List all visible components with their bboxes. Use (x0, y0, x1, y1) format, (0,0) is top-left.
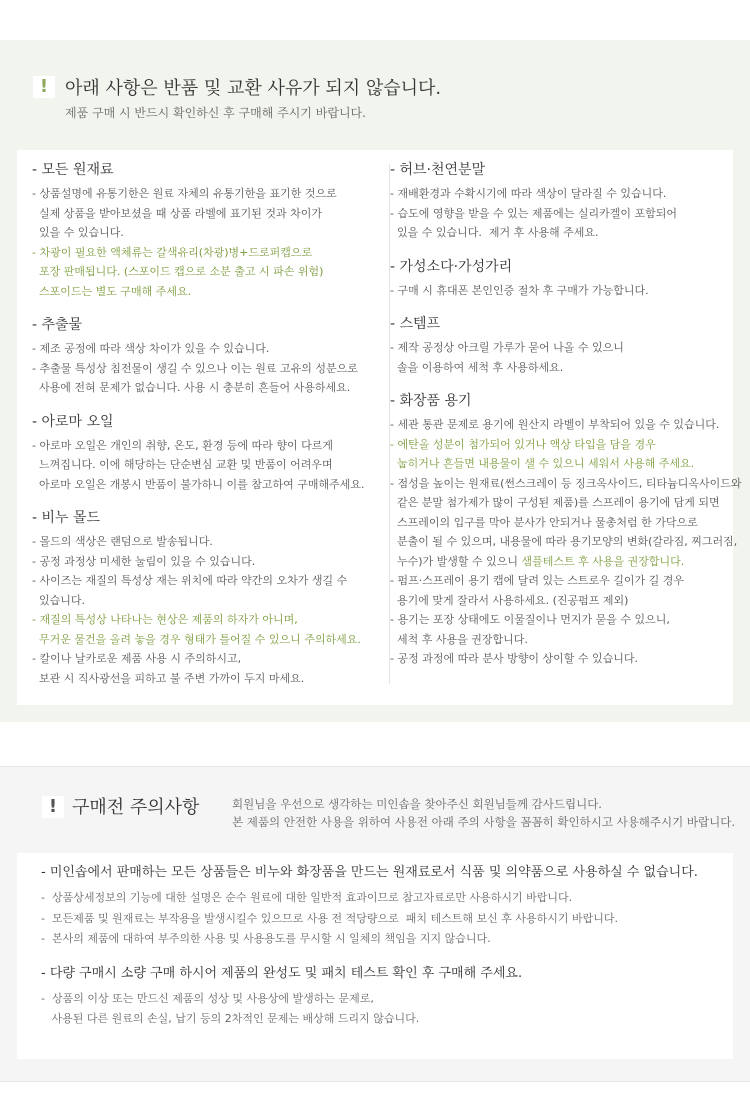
policy-line (32, 243, 365, 263)
policy-line (390, 571, 742, 591)
policy-line-text: - 재질의 특성상 나타나는 현상은 제품의 하자가 아니며, (32, 613, 298, 626)
policy-line-text: 솔을 이용하여 세척 후 사용하세요. (390, 360, 564, 374)
caution-block-title: - 다량 구매시 소량 구매 하시어 제품의 완성도 및 패치 테스트 확인 후 구매해 주세요. (41, 965, 523, 981)
policy-line-text: 무거운 물건을 올려 놓을 경우 형태가 틀어질 수 있으니 주의하세요. (32, 632, 361, 646)
policy-line (390, 435, 742, 455)
policy-group (390, 257, 742, 301)
exclamation-icon: ! (33, 76, 55, 98)
policy-line (390, 358, 742, 378)
policy-line (390, 591, 742, 611)
policy-group (32, 412, 365, 495)
policy-line (390, 338, 742, 358)
policy-group-title: - 비누 몰드 (32, 510, 101, 526)
policy-line (32, 649, 365, 669)
policy-line-text: 있을 수 있습니다. (32, 226, 124, 239)
caution-line: - 상품의 이상 또는 만드신 제품의 성상 및 사용상에 발생하는 문제로, (41, 991, 374, 1005)
policy-line (32, 359, 365, 379)
policy-line-text: 스포이드는 별도 구매해 주세요. (32, 284, 192, 298)
purchase-caution-section (0, 766, 750, 1082)
policy-group-title: - 모든 원재료 (32, 162, 114, 178)
policy-line (32, 532, 365, 552)
policy-line-text: 스프레이의 입구를 막아 분사가 안되거나 물총처럼 한 가닥으로 (390, 515, 698, 529)
policy-line (32, 204, 365, 224)
policy-line-text: - 아로마 오일은 개인의 취향, 온도, 환경 등에 따라 향이 다르게 (32, 438, 333, 452)
policy-line (390, 493, 742, 513)
policy-group-title: - 가성소다·가성가리 (390, 258, 513, 275)
policy-line (390, 415, 742, 435)
caution-line: - 모든제품 및 원재료는 부작용을 발생시킬수 있으므로 사용 전 적당량으로 패치 테스트해 보신 후 사용하시기 바랍니다. (41, 911, 618, 925)
caution-block-title: - 미인솝에서 판매하는 모든 상품들은 비누와 화장품을 만드는 원재료로서 식품 및 의약품으로 사용하실 수 없습니다. (41, 865, 698, 880)
policy-line (390, 630, 742, 650)
purchase-caution-intro (232, 795, 735, 831)
policy-line (390, 184, 742, 204)
policy-group-title: - 허브·천연분말 (390, 162, 486, 178)
policy-line-text: - 제조 공정에 따라 색상 차이가 있을 수 있습니다. (32, 342, 270, 355)
policy-line (390, 223, 742, 243)
policy-group-title: - 추출물 (32, 317, 83, 333)
policy-panel (17, 150, 742, 705)
exclamation-icon: ! (42, 796, 64, 818)
policy-line-text: - 구매 시 휴대폰 본인인증 절차 후 구매가 가능합니다. (390, 283, 649, 297)
policy-group (32, 508, 365, 688)
policy-line-text: 포장 판매됩니다. (스포이드 캡으로 소분 출고 시 파손 위험) (32, 265, 324, 278)
caution-blocks (41, 863, 698, 1044)
return-policy-title: 아래 사항은 반품 및 교환 사유가 되지 않습니다. (65, 78, 442, 99)
purchase-caution-title: 구매전 주의사항 (72, 797, 200, 818)
policy-line-text: 용기에 맞게 잘라서 사용하세요. (진공펌프 제외) (390, 593, 629, 607)
policy-line-text: 눕히거나 흔들면 내용물이 샐 수 있으니 세워서 사용해 주세요. (390, 457, 695, 470)
policy-line (32, 455, 365, 475)
policy-line (32, 591, 365, 611)
policy-right-column (390, 160, 742, 683)
policy-line-text: - 몰드의 색상은 랜덤으로 발송됩니다. (32, 535, 213, 548)
policy-line-text: - 상품설명에 유통기한은 원료 자체의 유통기한을 표기한 것으로 (32, 187, 337, 200)
policy-line (390, 532, 742, 552)
policy-line (390, 474, 742, 494)
return-policy-subtitle: 제품 구매 시 반드시 확인하신 후 구매해 주시기 바랍니다. (65, 106, 366, 120)
policy-line (32, 378, 365, 398)
policy-line (32, 282, 365, 302)
policy-line (32, 630, 365, 650)
policy-line (32, 339, 365, 359)
return-policy-section (0, 40, 750, 722)
policy-group (32, 315, 365, 398)
policy-line-text: - 에탄올 성분이 첨가되어 있거나 액상 타입을 담을 경우 (390, 437, 656, 451)
policy-line-text: 보관 시 직사광선을 피하고 불 주변 가까이 두지 마세요. (32, 671, 305, 685)
policy-line-text: - 펌프·스프레이 용기 캡에 달려 있는 스트로우 길이가 길 경우 (390, 574, 684, 587)
policy-line-highlight: 샘플테스트 후 사용을 권장합니다. (521, 554, 685, 568)
intro-line: 본 제품의 안전한 사용을 위하여 사용전 아래 주의 사항을 꼼꼼히 확인하시고 사용해주시기 바랍니다. (232, 815, 735, 829)
policy-line-text: - 칼이나 날카로운 제품 사용 시 주의하시고, (32, 652, 242, 665)
policy-line-text: - 공정 과정상 미세한 눌림이 있을 수 있습니다. (32, 554, 256, 568)
caution-block (41, 964, 698, 1030)
policy-line-text: - 차광이 필요한 액체류는 갈색유리(차광)병+드로퍼캡으로 (32, 245, 313, 259)
policy-line-text: 느껴집니다. 이에 해당하는 단순변심 교환 및 반품이 어려우며 (32, 458, 333, 471)
caution-line: - 상품상세정보의 기능에 대한 설명은 순수 원료에 대한 일반적 효과이므로 참고자료로만 사용하시기 바랍니다. (41, 891, 573, 904)
policy-line-text: - 공정 과정에 따라 분사 방향이 상이할 수 있습니다. (390, 652, 638, 665)
policy-line-text: - 재배환경과 수확시기에 따라 색상이 달라질 수 있습니다. (390, 187, 667, 200)
policy-line-text: 사용에 전혀 문제가 없습니다. 사용 시 충분히 흔들어 사용하세요. (32, 381, 351, 394)
policy-line-text: 있습니다. (32, 593, 85, 607)
policy-group (390, 391, 742, 669)
policy-group-title: - 화장품 용기 (390, 393, 472, 409)
policy-line-text: 누수)가 발생할 수 있으니 (390, 554, 522, 568)
policy-line (390, 454, 742, 474)
policy-line (32, 262, 365, 282)
policy-line-text: - 제작 공정상 아크릴 가루가 묻어 나올 수 있으니 (390, 341, 624, 354)
caution-block (41, 863, 698, 950)
policy-line (32, 571, 365, 591)
policy-line-text: - 습도에 영향을 받을 수 있는 제품에는 실리카겔이 포함되어 (390, 206, 677, 220)
policy-line-text: - 점성을 높이는 원재료(썬스크레이 등 징크옥사이드, 티타늄디옥사이드와 (390, 476, 742, 490)
policy-line-text: 아로마 오일은 개봉시 반품이 불가하니 이를 참고하여 구매해주세요. (32, 477, 365, 491)
policy-line-text: - 용기는 포장 상태에도 이물질이나 먼지가 묻을 수 있으니, (390, 613, 670, 626)
caution-line: 사용된 다른 원료의 손실, 납기 등의 2차적인 문제는 배상해 드리지 않습니다. (41, 1012, 420, 1025)
policy-line-text: 세척 후 사용을 권장합니다. (390, 632, 528, 646)
policy-line-text: 있을 수 있습니다. 제거 후 사용해 주세요. (390, 226, 599, 239)
policy-line (32, 610, 365, 630)
policy-line (32, 223, 365, 243)
policy-line (32, 184, 365, 204)
policy-left-column (32, 160, 365, 702)
policy-line (390, 610, 742, 630)
policy-line-text: - 추출물 특성상 침전물이 생길 수 있으나 이는 원료 고유의 성분으로 (32, 361, 358, 375)
intro-line: 회원님을 우선으로 생각하는 미인솝을 찾아주신 회원님들께 감사드립니다. (232, 797, 602, 811)
policy-line (390, 281, 742, 301)
policy-group (32, 160, 365, 301)
policy-line-text: 실제 상품을 받아보셨을 때 상품 라벨에 표기된 것과 차이가 (32, 206, 322, 220)
policy-line (390, 204, 742, 224)
policy-line (390, 513, 742, 533)
policy-group (390, 160, 742, 243)
policy-line-text: - 세관 통관 문제로 용기에 원산지 라벨이 부착되어 있을 수 있습니다. (390, 418, 720, 431)
policy-line (390, 649, 742, 669)
policy-line-text: - 사이즈는 재질의 특성상 재는 위치에 따라 약간의 오차가 생길 수 (32, 574, 348, 587)
policy-line (32, 669, 365, 689)
policy-group (390, 314, 742, 377)
policy-line-text: 분출이 될 수 있으며, 내용물에 따라 용기모양의 변화(갈라짐, 찌그러짐, (390, 535, 738, 548)
policy-line (32, 475, 365, 495)
caution-panel (17, 853, 733, 1059)
policy-line (32, 436, 365, 456)
caution-line: - 본사의 제품에 대하여 부주의한 사용 및 사용용도를 무시할 시 일체의 책임을 지지 않습니다. (41, 932, 491, 945)
policy-line (390, 552, 742, 572)
policy-group-title: - 아로마 오일 (32, 413, 114, 430)
policy-line (32, 552, 365, 572)
policy-group-title: - 스템프 (390, 316, 441, 332)
policy-line-text: 같은 분말 첨가제가 많이 구성된 제품)를 스프레이 용기에 담게 되면 (390, 496, 720, 509)
